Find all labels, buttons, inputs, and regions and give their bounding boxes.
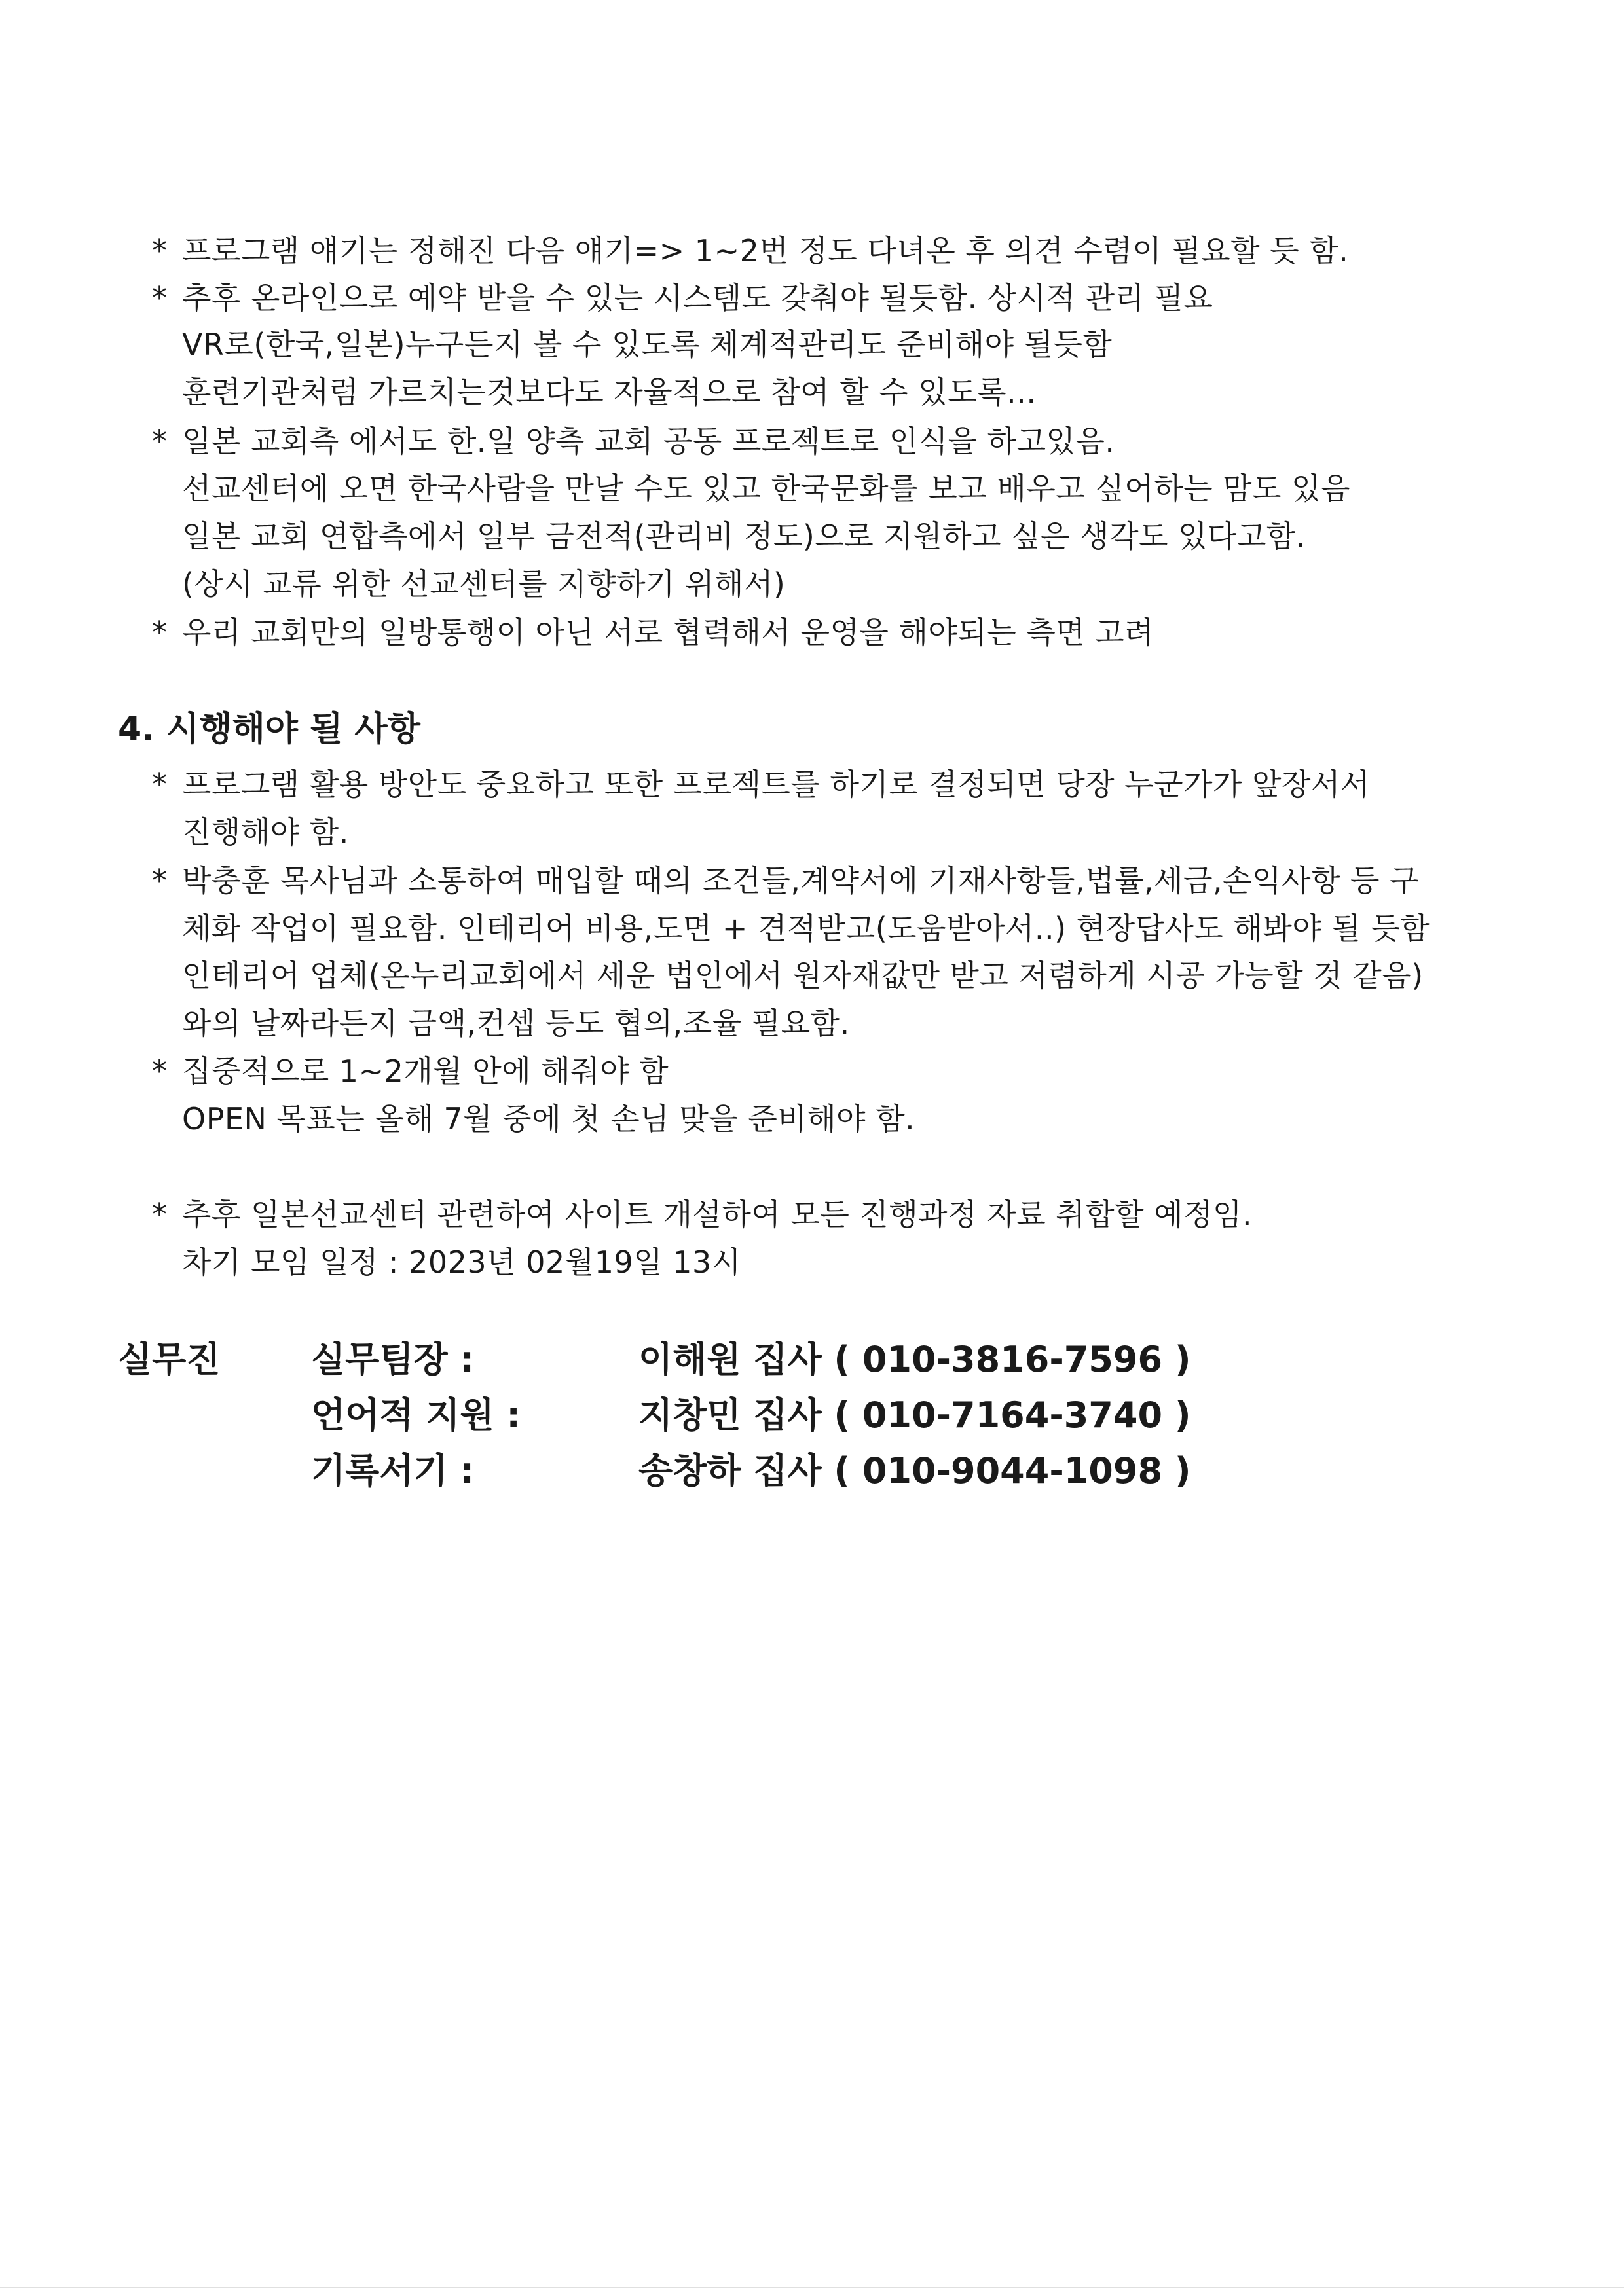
- section-heading: 4. 시행해야 될 사항: [118, 710, 420, 749]
- staff-label: 실무진: [118, 1339, 221, 1380]
- note-line: 차기 모임 일정 : 2023년 02월19일 13시: [182, 1245, 741, 1280]
- staff-role: 언어적 지원 :: [311, 1394, 521, 1436]
- bullet-line: OPEN 목표는 올해 7월 중에 첫 손님 맞을 준비해야 함.: [182, 1101, 915, 1137]
- staff-role: 기록서기 :: [311, 1450, 475, 1491]
- bullet-line: 집중적으로 1~2개월 안에 해줘야 함: [182, 1053, 669, 1089]
- bullet-line: 프로그램 얘기는 정해진 다음 얘기=> 1~2번 정도 다녀온 후 의견 수렴이 필요할 듯 함.: [182, 233, 1349, 268]
- staff-person: 이해원 집사 ( 010-3816-7596 ): [638, 1339, 1191, 1380]
- bullet-marker: *: [152, 863, 167, 898]
- bullet-marker: *: [152, 1053, 167, 1089]
- bullet-marker: *: [152, 615, 167, 650]
- bullet-line: 체화 작업이 필요함. 인테리어 비용,도면 + 견적받고(도움받아서..) 현장답사도 해봐야 될 듯함: [182, 911, 1430, 946]
- bullet-line: (상시 교류 위한 선교센터를 지향하기 위해서): [182, 566, 786, 602]
- bullet-marker: *: [152, 233, 167, 268]
- bullet-line: 우리 교회만의 일방통행이 아닌 서로 협력해서 운영을 해야되는 측면 고려: [182, 615, 1154, 650]
- bullet-line: 와의 날짜라든지 금액,컨셉 등도 협의,조율 필요함.: [182, 1006, 850, 1041]
- bullet-marker: *: [152, 1197, 167, 1232]
- bullet-marker: *: [152, 280, 167, 316]
- bullet-line: 훈련기관처럼 가르치는것보다도 자율적으로 참여 할 수 있도록...: [182, 374, 1037, 410]
- bullet-line: 진행해야 함.: [182, 814, 349, 850]
- staff-person: 지창민 집사 ( 010-7164-3740 ): [638, 1394, 1191, 1436]
- page-bottom-rule: [0, 2287, 1624, 2288]
- bullet-marker: *: [152, 767, 167, 802]
- bullet-marker: *: [152, 424, 167, 459]
- bullet-line: 일본 교회 연합측에서 일부 금전적(관리비 정도)으로 지원하고 싶은 생각도 있다고함.: [182, 519, 1306, 554]
- bullet-line: 프로그램 활용 방안도 중요하고 또한 프로젝트를 하기로 결정되면 당장 누군가가 앞장서서: [182, 767, 1370, 802]
- bullet-line: 선교센터에 오면 한국사람을 만날 수도 있고 한국문화를 보고 배우고 싶어하는 맘도 있음: [182, 471, 1351, 506]
- bullet-line: 추후 온라인으로 예약 받을 수 있는 시스템도 갖춰야 될듯함. 상시적 관리 필요: [182, 280, 1213, 316]
- bullet-line: 일본 교회측 에서도 한.일 양측 교회 공동 프로젝트로 인식을 하고있음.: [182, 424, 1115, 459]
- note-line: 추후 일본선교센터 관련하여 사이트 개설하여 모든 진행과정 자료 취합할 예정임.: [182, 1197, 1253, 1232]
- bullet-line: VR로(한국,일본)누구든지 볼 수 있도록 체계적관리도 준비해야 될듯함: [182, 327, 1113, 362]
- bullet-line: 박충훈 목사님과 소통하여 매입할 때의 조건들,계약서에 기재사항들,법률,세금,손익사항 등 구: [182, 863, 1420, 898]
- staff-role: 실무팀장 :: [311, 1339, 475, 1380]
- bullet-line: 인테리어 업체(온누리교회에서 세운 법인에서 원자재값만 받고 저렴하게 시공 가능할 것 같음): [182, 958, 1424, 993]
- staff-person: 송창하 집사 ( 010-9044-1098 ): [638, 1450, 1191, 1491]
